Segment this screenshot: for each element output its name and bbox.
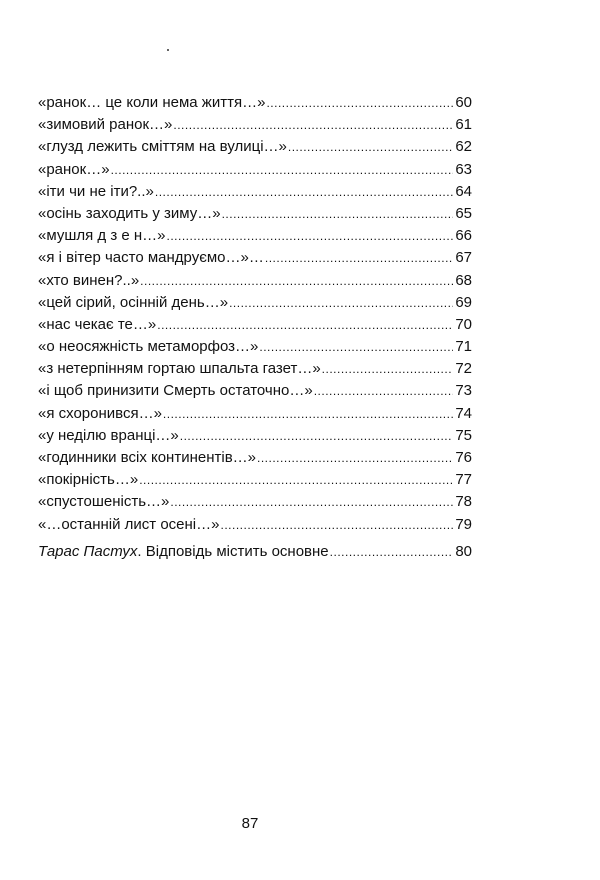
toc-author: Тарас Пастух (38, 542, 138, 560)
toc-entry-page: 75 (455, 426, 472, 444)
toc-entry-title: «цей сірий, осінній день…» (38, 293, 229, 311)
toc-entry (38, 336, 472, 358)
toc-entry (38, 114, 472, 136)
toc-leader-dots (155, 181, 453, 203)
toc-leader-dots (259, 336, 453, 358)
toc-entry-page: 68 (455, 271, 472, 289)
toc-entry-page: 77 (455, 471, 472, 489)
toc-entry (38, 270, 472, 292)
toc-leader-dots (173, 114, 453, 136)
toc-entry (38, 469, 472, 491)
toc-entry-title: «осінь заходить у зиму…» (38, 204, 221, 222)
toc-entry-page: 65 (455, 204, 472, 222)
toc-entry-page: 66 (455, 227, 472, 245)
toc-leader-dots (157, 314, 453, 336)
toc-entry-title: «спустошеність…» (38, 493, 170, 511)
toc-entry-title: «у неділю вранці…» (38, 426, 179, 444)
toc-entry-title: «хто винен?..» (38, 271, 140, 289)
toc-leader-dots (288, 136, 453, 158)
table-of-contents (38, 92, 472, 563)
toc-entry (38, 136, 472, 158)
toc-entry (38, 314, 472, 336)
toc-entry (38, 159, 472, 181)
toc-entry-title: «ранок… це коли нема життя…» (38, 94, 266, 111)
toc-entry-title: «ранок…» (38, 160, 110, 178)
toc-leader-dots (314, 380, 453, 402)
toc-leader-dots (257, 447, 453, 469)
page-number: 87 (241, 815, 259, 832)
toc-entry (38, 447, 472, 469)
toc-leader-dots (266, 92, 453, 114)
toc-leader-dots (180, 425, 453, 447)
toc-entry-page: 67 (455, 249, 472, 267)
toc-leader-dots (139, 469, 453, 491)
toc-leader-dots (229, 292, 453, 314)
toc-entry-page: 60 (455, 94, 472, 111)
toc-entry (38, 380, 472, 402)
toc-leader-dots (330, 541, 453, 563)
toc-entry-title (38, 541, 329, 563)
toc-entry-title: «о неосяжність метаморфоз…» (38, 338, 259, 356)
toc-entry-page: 79 (455, 515, 472, 533)
toc-entry-page: 69 (455, 293, 472, 311)
toc-entry-title: «іти чи не іти?..» (38, 182, 154, 200)
toc-leader-dots (167, 225, 454, 247)
toc-leader-dots (222, 203, 453, 225)
toc-entry-title: «мушля д з е н…» (38, 227, 166, 245)
toc-entry (38, 92, 472, 114)
toc-entry-title: «покірність…» (38, 471, 139, 489)
toc-entry-page: 64 (455, 182, 472, 200)
toc-entry-title: «зимовий ранок…» (38, 116, 173, 134)
toc-entry-title: «годинники всіх континентів…» (38, 449, 257, 466)
toc-leader-dots (170, 491, 453, 513)
toc-entry-page: 78 (455, 493, 472, 511)
toc-leader-dots (265, 247, 453, 269)
toc-entry-page: 61 (455, 116, 472, 134)
toc-entry-title: «з нетерпінням гортаю шпальта газет…» (38, 360, 321, 378)
toc-entry (38, 358, 472, 380)
toc-entry-title: «і щоб принизити Смерть остаточно…» (38, 382, 313, 400)
print-speck (167, 49, 169, 51)
toc-entry-title: «нас чекає те…» (38, 315, 157, 333)
toc-entry-page: 63 (455, 160, 472, 178)
toc-final-title: . Відповідь містить основне (137, 542, 329, 560)
toc-leader-dots (221, 514, 454, 536)
toc-entry-final (38, 541, 472, 563)
toc-entry-page: 70 (455, 315, 472, 333)
toc-entry (38, 181, 472, 203)
toc-entry (38, 225, 472, 247)
toc-entry-page: 80 (455, 542, 472, 560)
toc-entry (38, 247, 472, 269)
toc-entry (38, 425, 472, 447)
toc-entry (38, 292, 472, 314)
toc-entry-page: 74 (455, 404, 472, 422)
toc-entry (38, 514, 472, 536)
toc-entry-page: 73 (455, 382, 472, 400)
toc-entry-title: «глузд лежить сміттям на вулиці…» (38, 138, 287, 156)
toc-entry-page: 62 (455, 138, 472, 156)
toc-entry-page: 71 (455, 338, 472, 356)
toc-entry-page: 76 (455, 449, 472, 466)
toc-leader-dots (140, 270, 453, 292)
toc-leader-dots (163, 403, 453, 425)
toc-entry-title: «я і вітер часто мандруємо…»… (38, 249, 264, 267)
toc-entry (38, 203, 472, 225)
toc-leader-dots (322, 358, 453, 380)
toc-entry-page: 72 (455, 360, 472, 378)
toc-entry-title: «я схоронився…» (38, 404, 162, 422)
toc-entry (38, 491, 472, 513)
toc-entry-title: «…останній лист осені…» (38, 515, 220, 533)
toc-leader-dots (111, 159, 453, 181)
toc-entry (38, 403, 472, 425)
